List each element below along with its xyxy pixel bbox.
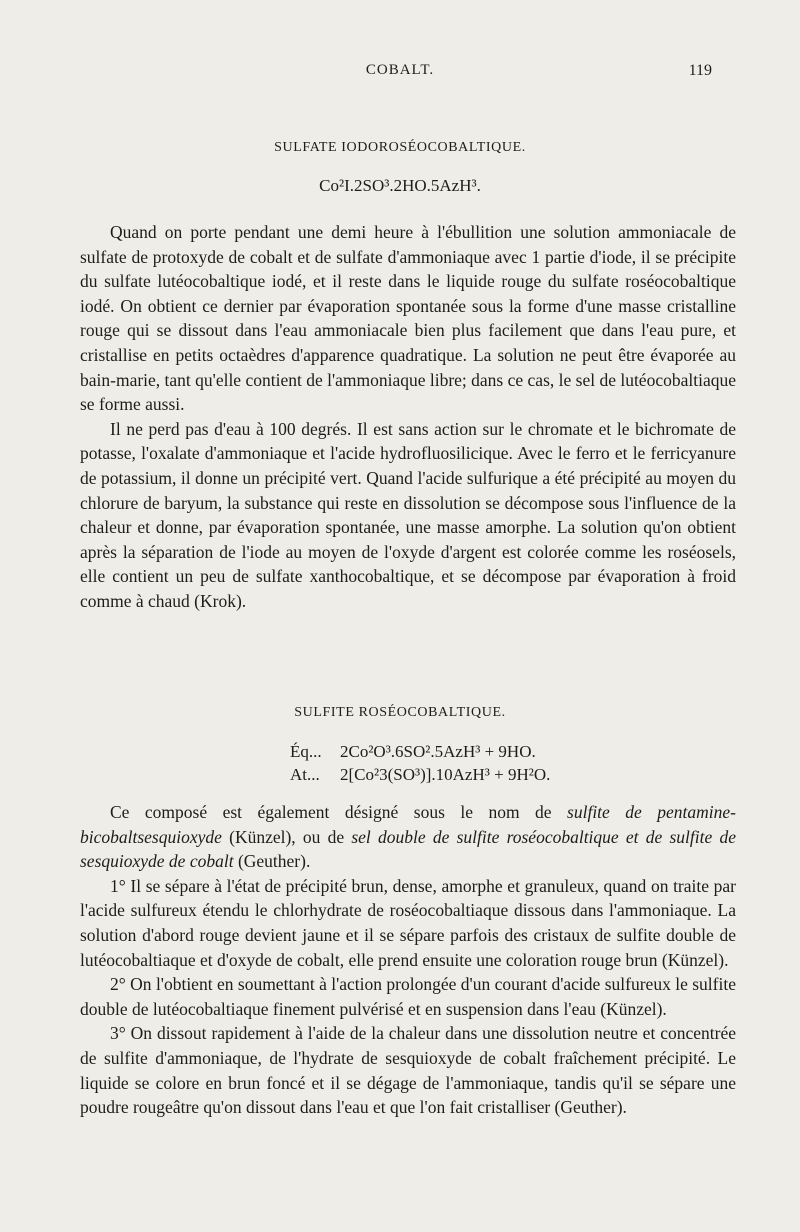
page-number: 119 bbox=[688, 62, 712, 79]
method-paragraph: 1° Il se sépare à l'état de précipité brun, dense, amorphe et granuleux, quand on traite par l'acide sulfureux étendu le chlorhydrate de roséocobaltiaque dissous dans l'ammoniaque. La solution d'abord rouge devient jaune et il se sépare parfois des cristaux de sulfite double de lutéocobaltiaque et d'oxyde de cobalt, elle prend ensuite une coloration rouge brun (Künzel). bbox=[80, 875, 736, 970]
equation-label: At... bbox=[290, 765, 320, 784]
method-paragraph: 3° On dissout rapidement à l'aide de la chaleur dans une dissolution neutre et concentrée de sulfite d'ammoniaque, de l'hydrate de sesquioxyde de cobalt fraîchement précipité. Le liquide se colore en brun foncé et il se dégage de l'ammoniaque, tandis qu'il se sépare une poudre rougeâtre qu'on dissout dans l'eau et que l'on fait cristalliser (Geuther). bbox=[80, 1023, 736, 1118]
section-title-sulfite: SULFITE ROSÉOCOBALTIQUE. bbox=[294, 705, 506, 720]
paragraph-intro bbox=[80, 800, 736, 874]
italic-name: sel double de sulfite roséocobaltique et de sulfite de sesquioxyde de cobalt bbox=[80, 826, 736, 872]
method-paragraph: 2° On l'obtient en soumettant à l'action prolongée d'un courant d'acide sulfureux le sulfite double de lutéocobaltiaque finement pulvérisé et en suspension dans l'eau (Künzel). bbox=[80, 974, 736, 1019]
formula-sulfate: Co²I.2SO³.2HO.5AzH³. bbox=[319, 176, 481, 195]
italic-name: sulfite de pentamine-bicobaltsesquioxyde bbox=[80, 802, 736, 847]
paragraph: Quand on porte pendant une demi heure à l'ébullition une solution ammoniacale de sulfate de protoxyde de cobalt et de sulfate d'ammoniaque avec 1 partie d'iode, il se précipite du sulfate lutéocobaltique iodé, et il reste dans le liquide rouge du sulfate roséocobaltique iodé. On obtient ce dernier par évaporation spontanée sous la forme d'une masse cristalline rouge qui se dissout dans l'eau ammoniacale bien plus facilement que dans l'eau pure, et cristallise en petits octaèdres d'apparence quadratique. La solution ne peut être évaporée au bain-marie, tant qu'elle contient de l'ammoniaque libre; dans ce cas, le sel de lutéocobaltiaque se forme aussi. bbox=[80, 222, 736, 415]
equation-eq bbox=[290, 740, 610, 763]
equation-formula: 2Co²O³.6SO².5AzH³ + 9HO. bbox=[340, 742, 536, 761]
equation-at bbox=[290, 763, 610, 786]
section-title-sulfate: SULFATE IODOROSÉOCOBALTIQUE. bbox=[274, 140, 526, 155]
equations bbox=[290, 740, 610, 786]
equation-formula: 2[Co²3(SO³)].10AzH³ + 9H²O. bbox=[340, 765, 551, 784]
running-title: COBALT. bbox=[365, 62, 435, 78]
sulfite-text bbox=[80, 800, 736, 1120]
equation-label: Éq... bbox=[290, 742, 322, 761]
paragraph: Il ne perd pas d'eau à 100 degrés. Il est sans action sur le chromate et le bichromate de potasse, l'oxalate d'ammoniaque et l'acide hydrofluosilicique. Avec le ferro et le ferricyanure de potassium, il donne un précipité vert. Quand l'acide sulfurique a été précipité au moyen du chlorure de baryum, la substance qui reste en dissolution se décompose sous l'influence de la chaleur et donne, par évaporation spontanée, une masse amorphe. La solution qu'on obtient après la séparation de l'iode au moyen de l'oxyde d'argent est colorée comme les roséosels, elle contient un peu de sulfate xanthocobaltique, et se décompose par évaporation à froid comme à chaud (Krok). bbox=[80, 418, 736, 611]
text: Ce composé est également désigné sous le nom de bbox=[110, 802, 568, 822]
sulfate-text bbox=[80, 220, 736, 614]
text: (Künzel), ou de bbox=[221, 826, 352, 847]
page-header bbox=[80, 62, 720, 86]
text: (Geuther). bbox=[233, 851, 311, 872]
